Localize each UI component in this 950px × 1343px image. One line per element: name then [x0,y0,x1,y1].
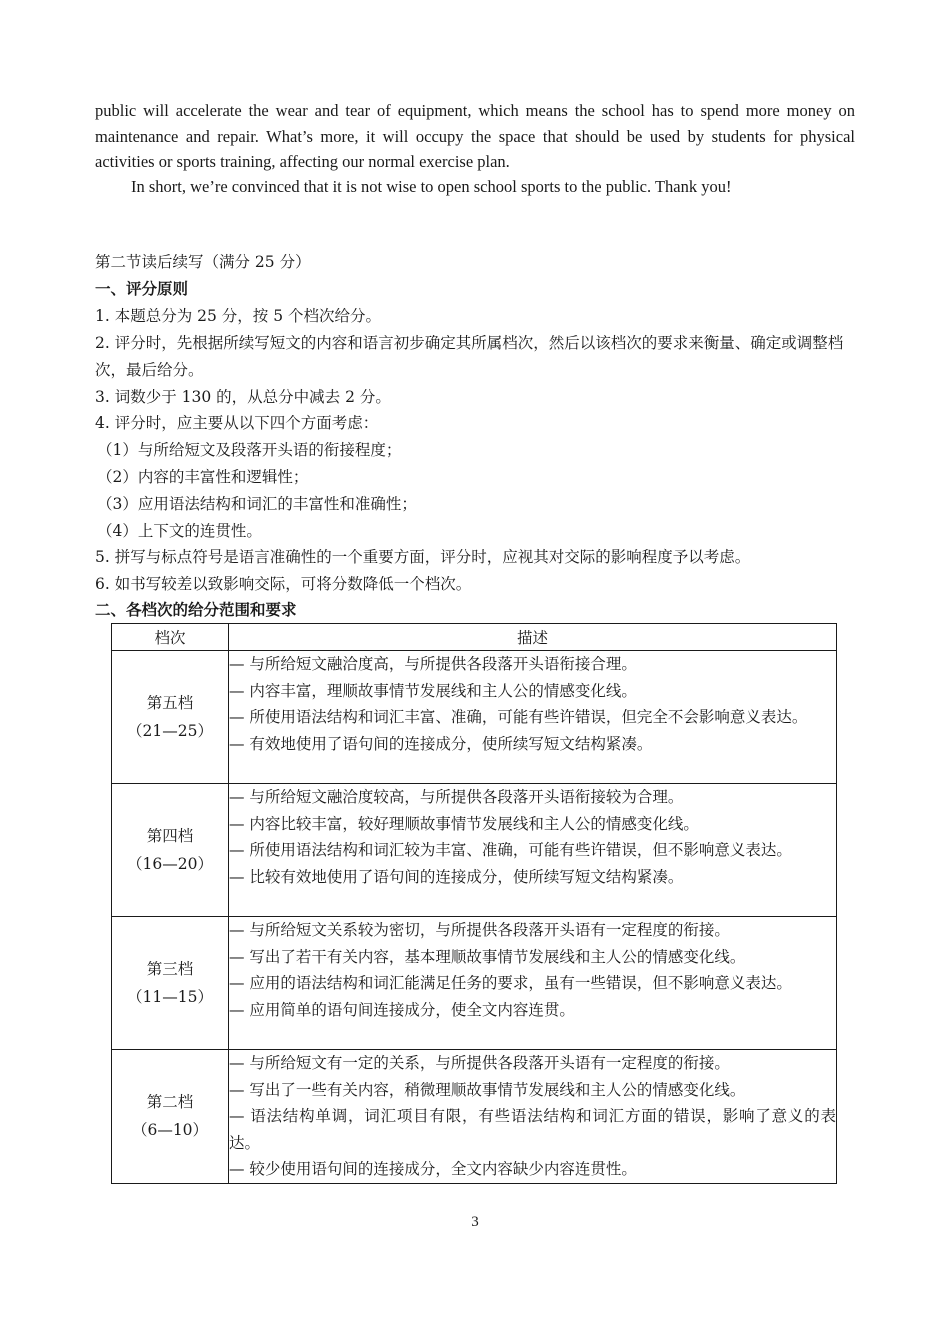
description-item: — 写出了若干有关内容，基本理顺故事情节发展线和主人公的情感变化线。 [229,947,746,966]
level-name: 第三档 [146,960,194,978]
level-cell [112,1050,229,1184]
table-row [112,917,837,1050]
rule-4-sub-3: （3）应用语法结构和词汇的丰富性和准确性； [97,495,417,513]
english-paragraph-1: public will accelerate the wear and tear of equipment, which means the school has to spend more money on maintenance and repair. What’s more, it will occupy the space that should be used by students for physical activities or sports training, affecting our normal exercise plan. [95,101,855,171]
description-cell [229,784,837,917]
level-range: （16—20） [127,855,213,873]
header-description: 描述 [229,624,837,651]
level-name: 第二档 [146,1093,194,1112]
description-item: — 内容比较丰富，较好理顺故事情节发展线和主人公的情感变化线。 [229,814,699,833]
description-cell [229,651,837,784]
rule-6: 6. 如书写较差以致影响交际，可将分数降低一个档次。 [95,575,472,593]
description-item: — 内容丰富，理顺故事情节发展线和主人公的情感变化线。 [229,681,637,700]
description-cell [229,917,837,1050]
header-level: 档次 [112,624,229,651]
rule-5: 5. 拼写与标点符号是语言准确性的一个重要方面，评分时，应视其对交际的影响程度予以考虑。 [95,548,751,566]
table-row [112,651,837,784]
level-range: （11—15） [127,988,213,1006]
level-range: （21—25） [127,722,213,740]
description-item: — 所使用语法结构和词汇丰富、准确，可能有些许错误，但完全不会影响意义表达。 [229,708,808,727]
level-cell [112,651,229,784]
level-range: （6—10） [131,1121,209,1140]
level-cell [112,784,229,917]
description-item: — 写出了一些有关内容，稍微理顺故事情节发展线和主人公的情感变化线。 [229,1080,746,1099]
level-name: 第四档 [146,827,194,845]
description-item: — 语法结构单调，词汇项目有限，有些语法结构和词汇方面的错误，影响了意义的表达。 [229,1107,836,1152]
table-row [112,784,837,917]
level-name: 第五档 [146,694,194,712]
english-paragraph-2: In short, we’re convinced that it is not wise to open school sports to the public. Thank you! [131,177,732,196]
rubric-table [111,623,837,1184]
rule-2: 2. 评分时，先根据所续写短文的内容和语言初步确定其所属档次，然后以该档次的要求来衡量、确定或调整档次，最后给分。 [95,334,844,379]
rule-3: 3. 词数少于 130 的，从总分中减去 2 分。 [95,388,391,406]
heading-scoring-principles: 一、评分原则 [95,279,189,298]
description-item: — 与所给短文融洽度高，与所提供各段落开头语衔接合理。 [229,655,637,673]
description-item: — 比较有效地使用了语句间的连接成分，使所续写短文结构紧凑。 [229,867,684,886]
description-item: — 与所给短文有一定的关系，与所提供各段落开头语有一定程度的衔接。 [229,1054,730,1072]
rule-1: 1. 本题总分为 25 分，按 5 个档次给分。 [95,307,382,325]
table-header-row [112,624,837,651]
rule-4-sub-4: （4）上下文的连贯性。 [97,522,262,540]
description-item: — 应用简单的语句间连接成分，使全文内容连贯。 [229,1000,575,1019]
rule-4-sub-1: （1）与所给短文及段落开头语的衔接程度； [97,441,402,459]
description-item: — 与所给短文关系较为密切，与所提供各段落开头语有一定程度的衔接。 [229,921,730,939]
description-item: — 有效地使用了语句间的连接成分，使所续写短文结构紧凑。 [229,734,653,753]
description-item: — 较少使用语句间的连接成分，全文内容缺少内容连贯性。 [229,1160,637,1179]
table-row [112,1050,837,1184]
description-item: — 应用的语法结构和词汇能满足任务的要求，虽有一些错误，但不影响意义表达。 [229,974,792,993]
description-item: — 所使用语法结构和词汇较为丰富、准确，可能有些许错误，但不影响意义表达。 [229,841,792,860]
rule-4: 4. 评分时，应主要从以下四个方面考虑： [95,414,379,432]
rule-4-sub-2: （2）内容的丰富性和逻辑性； [97,468,309,486]
heading-score-levels: 二、各档次的给分范围和要求 [95,600,297,619]
description-item: — 与所给短文融洽度较高，与所提供各段落开头语衔接较为合理。 [229,788,684,806]
description-cell [229,1050,837,1184]
level-cell [112,917,229,1050]
section-title: 第二节读后续写（满分 25 分） [95,253,311,271]
page-number: 3 [471,1214,479,1230]
